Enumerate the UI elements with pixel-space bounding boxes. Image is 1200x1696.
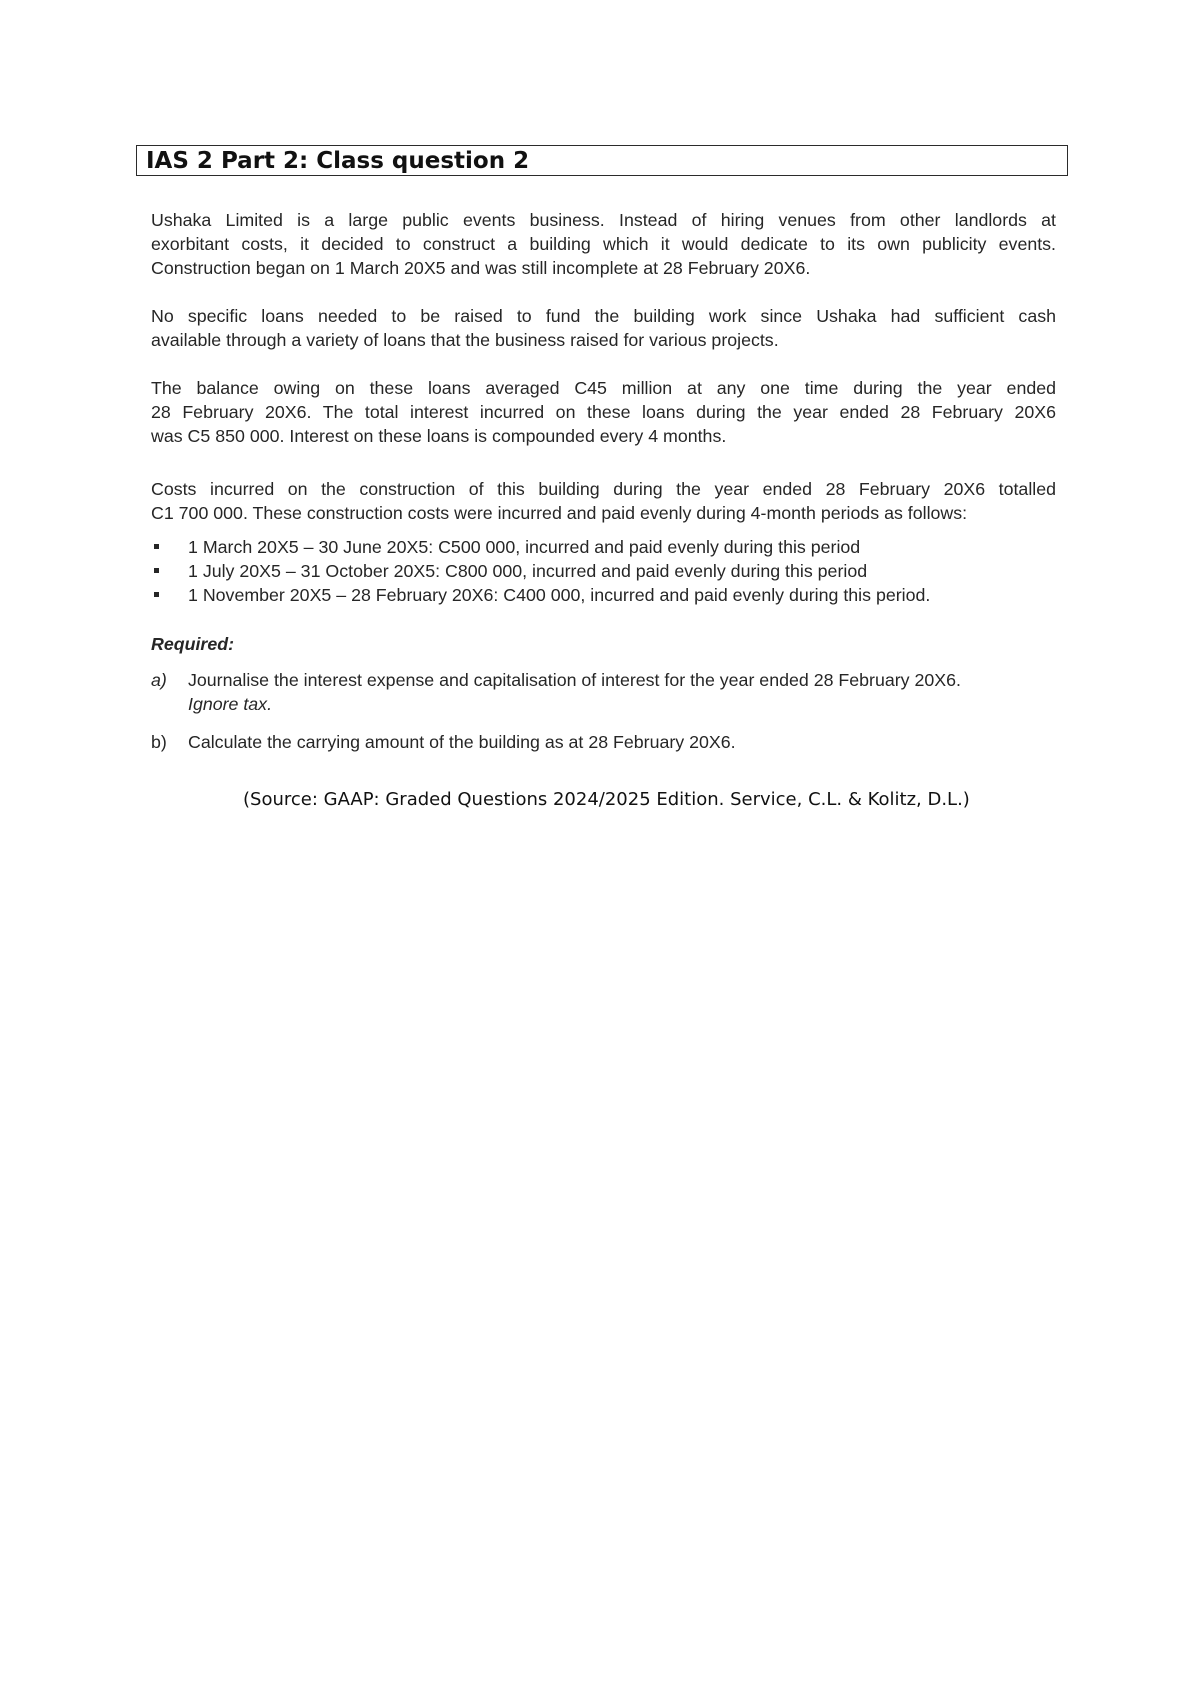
list-item-text: 1 July 20X5 – 31 October 20X5: C800 000, incurred and paid evenly during this period <box>188 561 868 581</box>
paragraph-line: Construction began on 1 March 20X5 and was still incomplete at 28 February 20X6. <box>151 258 811 278</box>
list-item <box>151 535 1056 559</box>
paragraph-line: exorbitant costs, it decided to construct a building which it would dedicate to its own publicity events. <box>151 234 1056 254</box>
paragraph-funding <box>151 304 1056 352</box>
paragraph-line: The balance owing on these loans averaged C45 million at any one time during the year ended <box>151 378 1056 398</box>
square-bullet-icon <box>154 568 159 573</box>
question-b <box>151 730 1056 754</box>
paragraph-line: Ushaka Limited is a large public events business. Instead of hiring venues from other landlords at <box>151 210 1056 230</box>
question-a <box>151 668 1056 716</box>
question-letter: a) <box>151 670 167 690</box>
paragraph-costs <box>151 477 1056 525</box>
list-item-text: 1 November 20X5 – 28 February 20X6: C400 000, incurred and paid evenly during this period. <box>188 585 931 605</box>
square-bullet-icon <box>154 592 159 597</box>
paragraph-line: available through a variety of loans that the business raised for various projects. <box>151 330 779 350</box>
paragraph-line: No specific loans needed to be raised to fund the building work since Ushaka had sufficient cash <box>151 306 1056 326</box>
square-bullet-icon <box>154 544 159 549</box>
paragraph-loans <box>151 376 1056 448</box>
question-text: Calculate the carrying amount of the building as at 28 February 20X6. <box>188 732 736 752</box>
question-note: Ignore tax. <box>188 694 273 714</box>
cost-periods-list <box>151 535 1056 607</box>
title-box <box>136 145 1068 176</box>
question-body <box>151 208 1056 768</box>
question-text: Journalise the interest expense and capitalisation of interest for the year ended 28 February 20X6. <box>188 670 961 690</box>
source-citation: (Source: GAAP: Graded Questions 2024/2025 Edition. Service, C.L. & Kolitz, D.L.) <box>243 789 970 810</box>
page-title: IAS 2 Part 2: Class question 2 <box>146 148 530 174</box>
paragraph-line: 28 February 20X6. The total interest incurred on these loans during the year ended 28 February 20X6 <box>151 402 1056 422</box>
paragraph-line: C1 700 000. These construction costs were incurred and paid evenly during 4-month periods as follows: <box>151 503 968 523</box>
question-letter: b) <box>151 732 167 752</box>
list-item <box>151 583 1056 607</box>
list-item <box>151 559 1056 583</box>
list-item-text: 1 March 20X5 – 30 June 20X5: C500 000, incurred and paid evenly during this period <box>188 537 861 557</box>
paragraph-line: was C5 850 000. Interest on these loans is compounded every 4 months. <box>151 426 727 446</box>
paragraph-line: Costs incurred on the construction of this building during the year ended 28 February 20X6 totalled <box>151 479 1056 499</box>
required-heading: Required: <box>151 634 234 654</box>
paragraph-intro <box>151 208 1056 280</box>
